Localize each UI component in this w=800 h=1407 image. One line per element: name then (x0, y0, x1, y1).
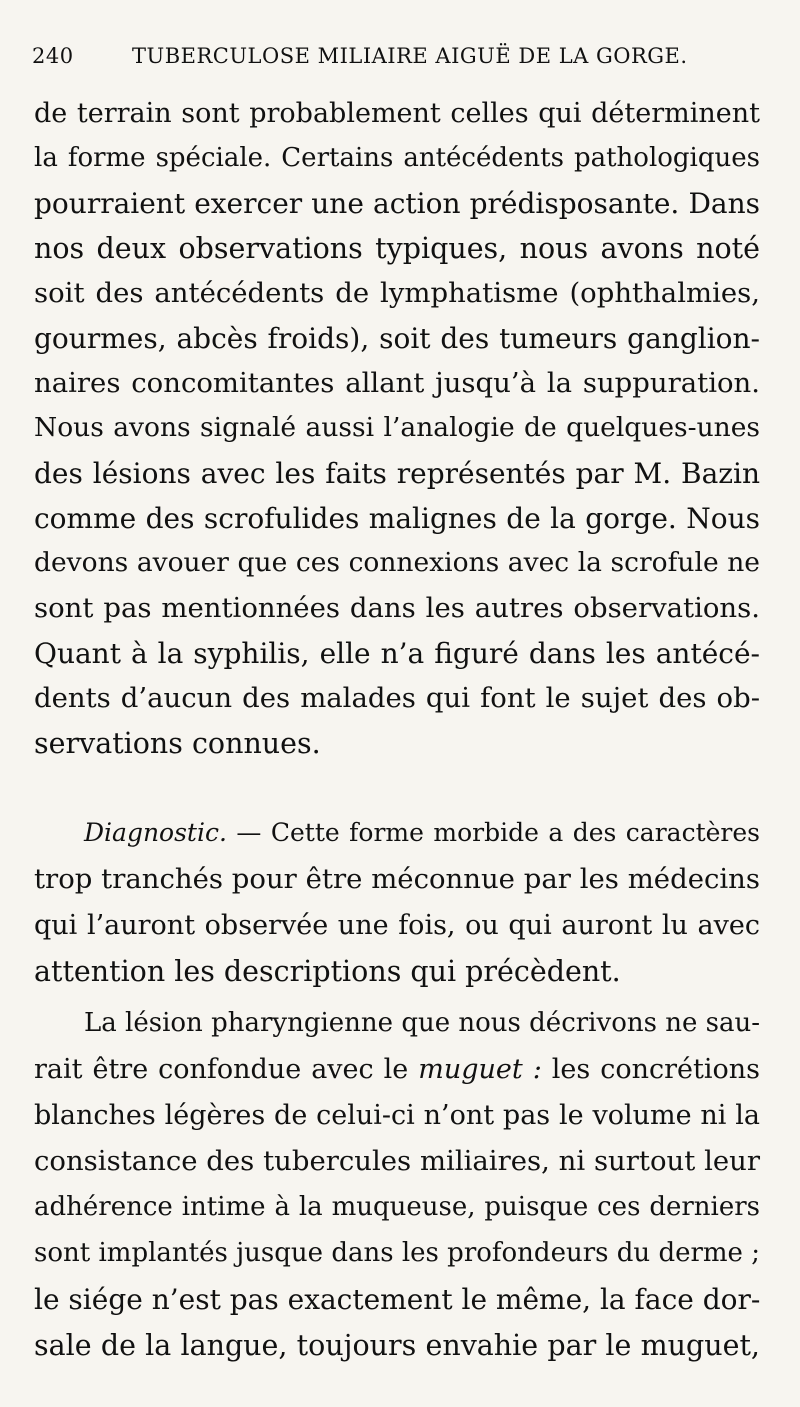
text-line: gourmes, abcès froids), soit des tumeurs ganglion- (34, 322, 760, 355)
text-line: sont implantés jusque dans les profondeurs du derme ; (34, 1238, 760, 1268)
text-segment: — Cette forme morbide a des caractères (226, 818, 760, 847)
text-line: sont pas mentionnées dans les autres observations. (34, 592, 760, 624)
text-line: trop tranchés pour être méconnue par les médecins (34, 863, 760, 895)
text-segment: les concrétions (541, 1054, 760, 1085)
text-line: qui l’auront observée une fois, ou qui auront lu avec (34, 910, 760, 941)
text-line: sale de la langue, toujours envahie par le muguet, (34, 1329, 760, 1362)
text-line: soit des antécédents de lymphatisme (ophthalmies, (34, 277, 760, 309)
page-number: 240 (32, 44, 74, 68)
text-line: adhérence intime à la muqueuse, puisque ces derniers (34, 1192, 760, 1222)
text-line: naires concomitantes allant jusqu’à la suppuration. (34, 367, 760, 399)
text-line: comme des scrofulides malignes de la gorge. Nous (34, 502, 760, 535)
text-line (34, 820, 760, 845)
text-line: devons avouer que ces connexions avec la scrofule ne (34, 547, 760, 578)
text-line: de terrain sont probablement celles qui déterminent (34, 98, 760, 129)
text-line: Nous avons signalé aussi l’analogie de quelques-unes (34, 412, 760, 443)
text-line (34, 1056, 760, 1083)
section-heading-diagnostic: Diagnostic. (84, 818, 227, 847)
text-line: consistance des tubercules miliaires, ni surtout leur (34, 1145, 760, 1177)
text-segment: rait être confondue avec le (34, 1054, 419, 1085)
text-line: pourraient exercer une action prédisposante. Dans (34, 187, 760, 220)
text-line: le siége n’est pas exactement le même, la face dor- (34, 1283, 761, 1316)
text-line: La lésion pharyngienne que nous décrivons ne sau- (84, 1008, 760, 1038)
text-line: nos deux observations typiques, nous avons noté (34, 232, 760, 265)
text-line: Quant à la syphilis, elle n’a figuré dans les antécé- (34, 637, 760, 670)
running-title: TUBERCULOSE MILIAIRE AIGUË DE LA GORGE. (132, 44, 688, 68)
text-line: blanches légères de celui-ci n’ont pas le volume ni la (34, 1100, 760, 1131)
text-line: la forme spéciale. Certains antécédents pathologiques (34, 143, 760, 173)
text-line: servations connues. (34, 727, 321, 760)
text-line: attention les descriptions qui précèdent. (34, 955, 621, 988)
italic-term: muguet : (418, 1054, 542, 1085)
text-line: des lésions avec les faits représentés par M. Bazin (34, 457, 760, 490)
text-line: dents d’aucun des malades qui font le sujet des ob- (34, 682, 760, 714)
